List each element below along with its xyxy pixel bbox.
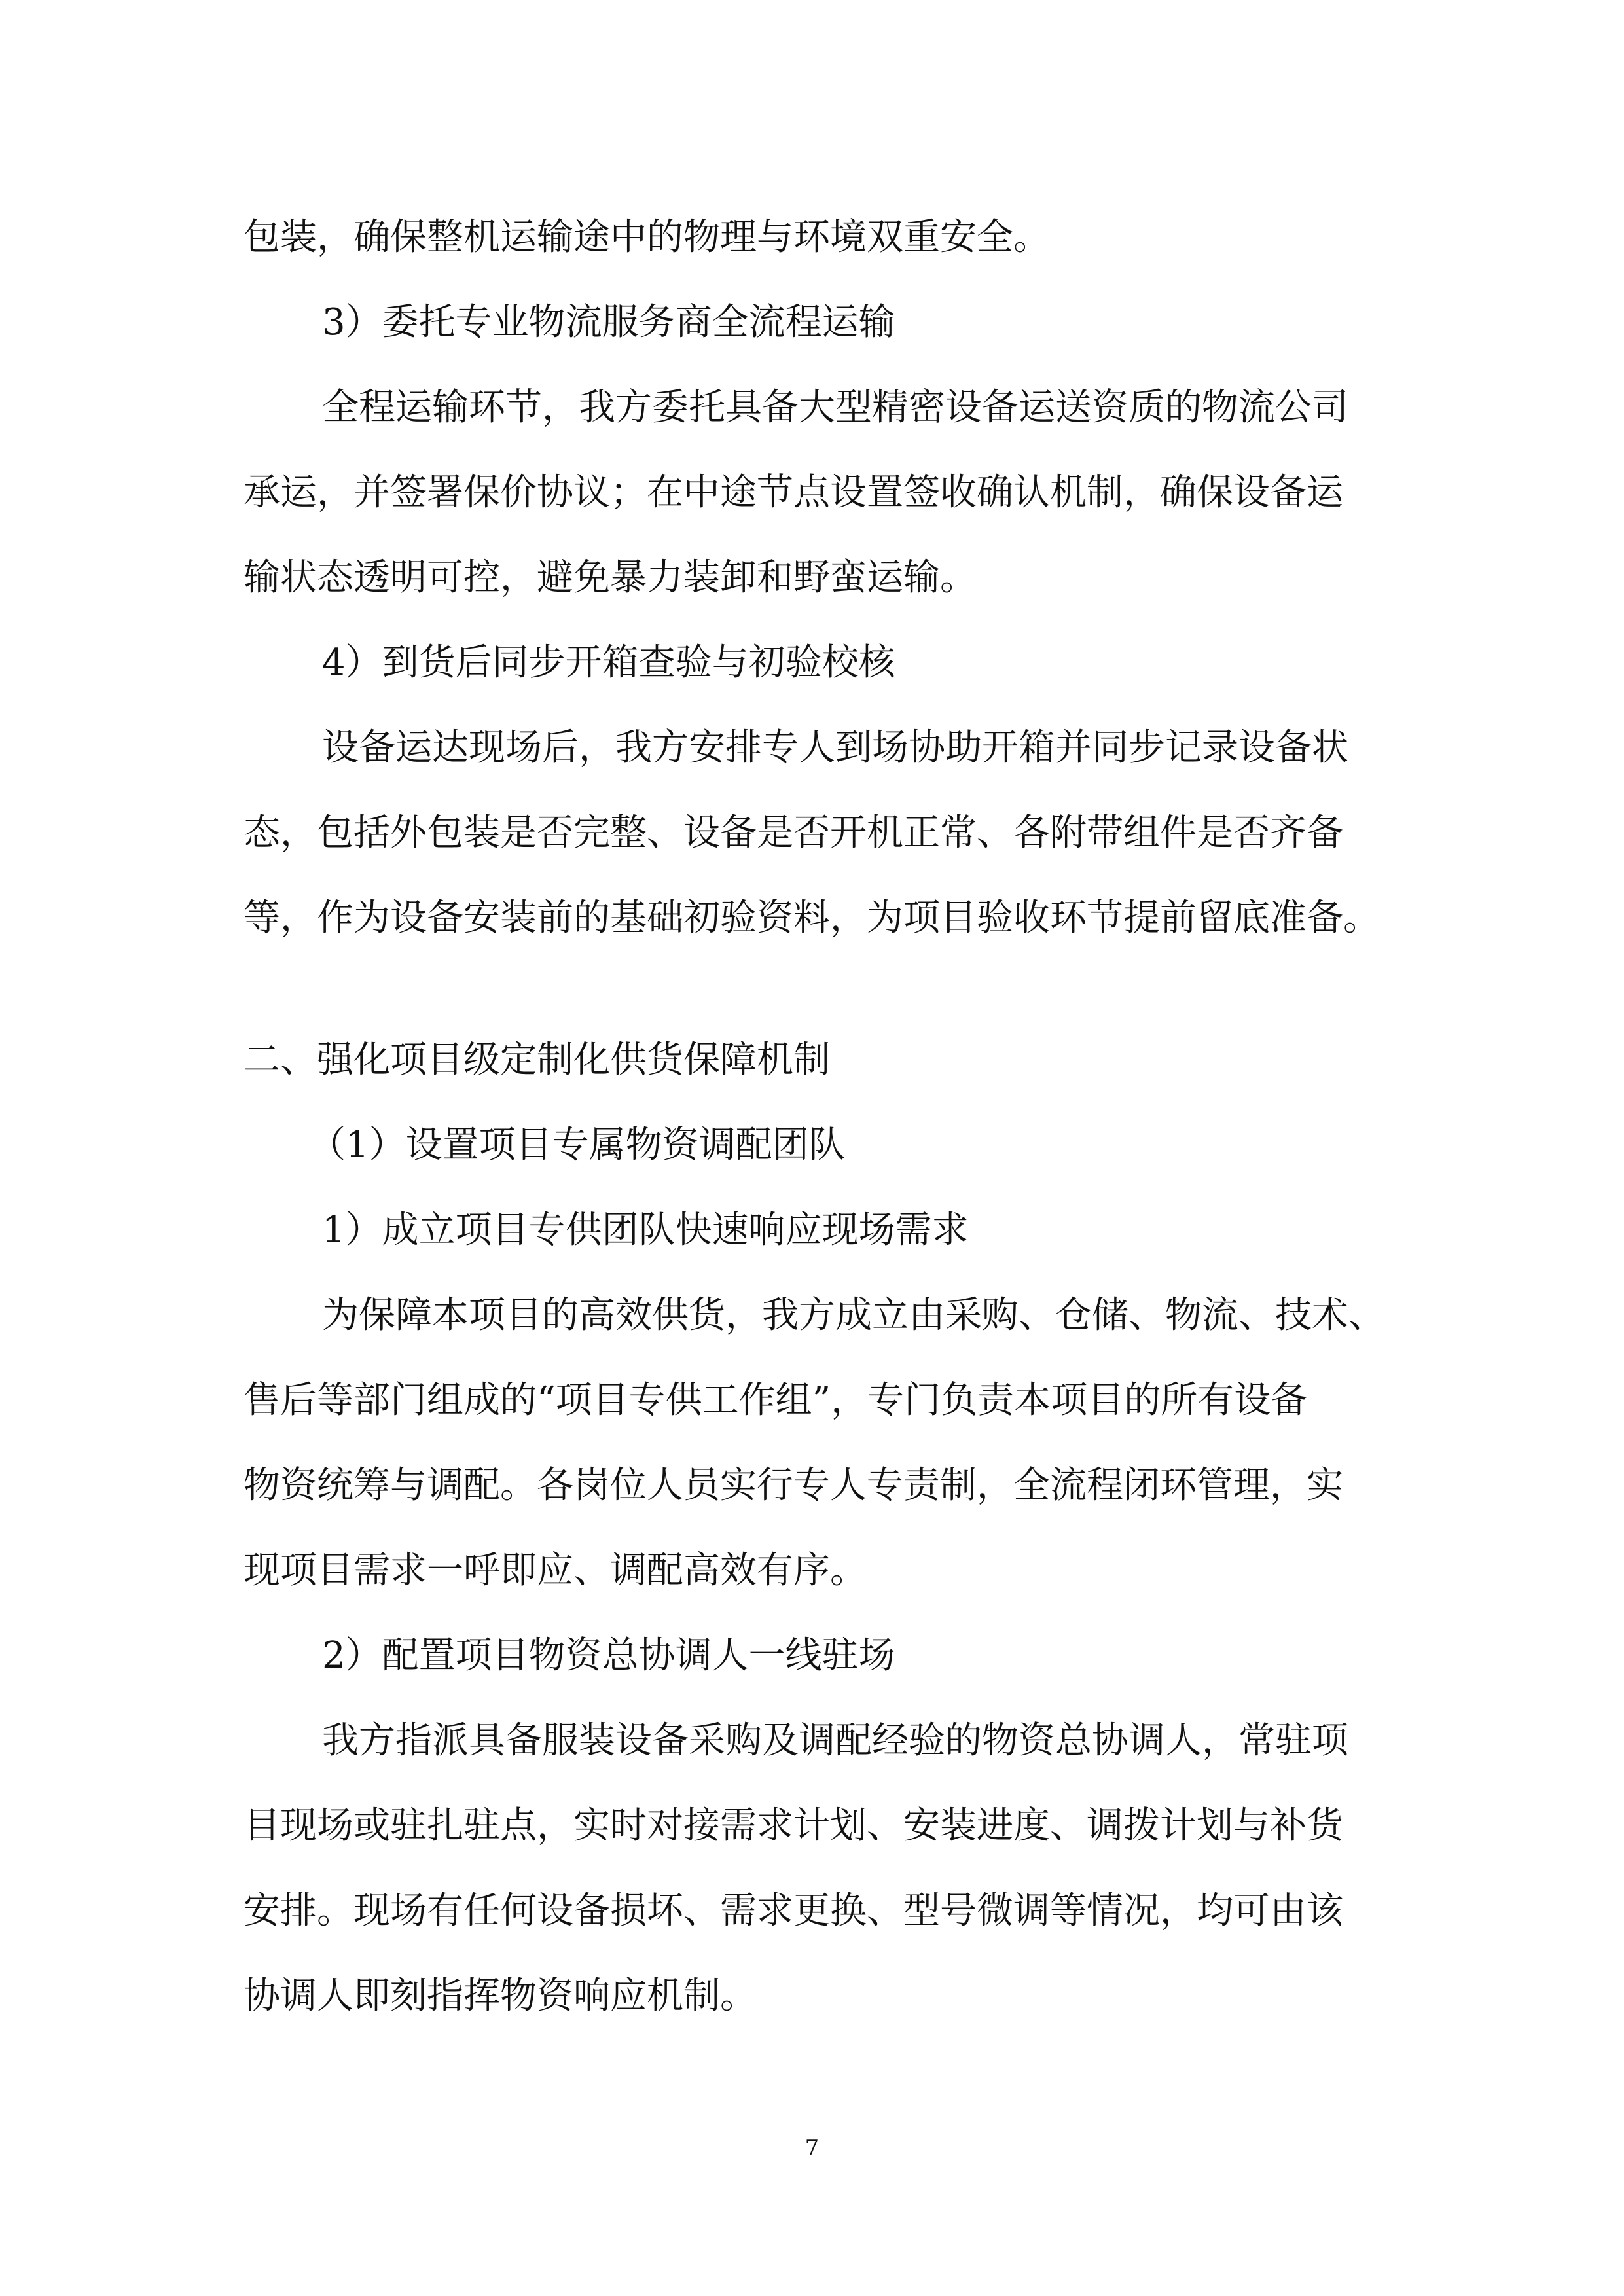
paragraph-line: 输状态透明可控，避免暴力装卸和野蛮运输。: [244, 556, 977, 599]
paragraph-line: 设备运达现场后，我方安排专人到场协助开箱并同步记录设备状: [322, 726, 1348, 769]
paragraph-line: 现项目需求一呼即应、调配高效有序。: [244, 1549, 867, 1592]
paragraph-line: 协调人即刻指挥物资响应机制。: [244, 1975, 757, 2017]
paragraph-line: 安排。现场有任何设备损坏、需求更换、型号微调等情况，均可由该: [244, 1890, 1343, 1932]
paragraph-line: 为保障本项目的高效供货，我方成立由采购、仓储、物流、技术、: [322, 1294, 1385, 1336]
page-number: 7: [804, 2135, 820, 2161]
subheading-1: 1）成立项目专供团队快速响应现场需求: [322, 1209, 969, 1251]
paragraph-line: 全程运输环节，我方委托具备大型精密设备运送资质的物流公司: [322, 386, 1348, 429]
paragraph-line: 我方指派具备服装设备采购及调配经验的物资总协调人，常驻项: [322, 1719, 1348, 1762]
paragraph-continuation: 包装，确保整机运输途中的物理与环境双重安全。: [244, 216, 1050, 259]
paragraph-line: 承运，并签署保价协议；在中途节点设置签收确认机制，确保设备运: [244, 471, 1343, 514]
subheading-3: 3）委托专业物流服务商全流程运输: [322, 301, 895, 344]
paragraph-line: 态，包括外包装是否完整、设备是否开机正常、各附带组件是否齐备: [244, 812, 1343, 854]
paragraph-line: 物资统筹与调配。各岗位人员实行专人专责制，全流程闭环管理，实: [244, 1464, 1343, 1507]
section-heading: 二、强化项目级定制化供货保障机制: [244, 1039, 830, 1081]
subsection-heading: （1）设置项目专属物资调配团队: [309, 1124, 846, 1166]
paragraph-line: 等，作为设备安装前的基础初验资料，为项目验收环节提前留底准备。: [244, 897, 1380, 939]
paragraph-line: 售后等部门组成的“项目专供工作组”，专门负责本项目的所有设备: [244, 1379, 1308, 1422]
subheading-2: 2）配置项目物资总协调人一线驻场: [322, 1634, 895, 1677]
paragraph-line: 目现场或驻扎驻点，实时对接需求计划、安装进度、调拨计划与补货: [244, 1804, 1343, 1847]
subheading-4: 4）到货后同步开箱查验与初验校核: [322, 641, 895, 684]
